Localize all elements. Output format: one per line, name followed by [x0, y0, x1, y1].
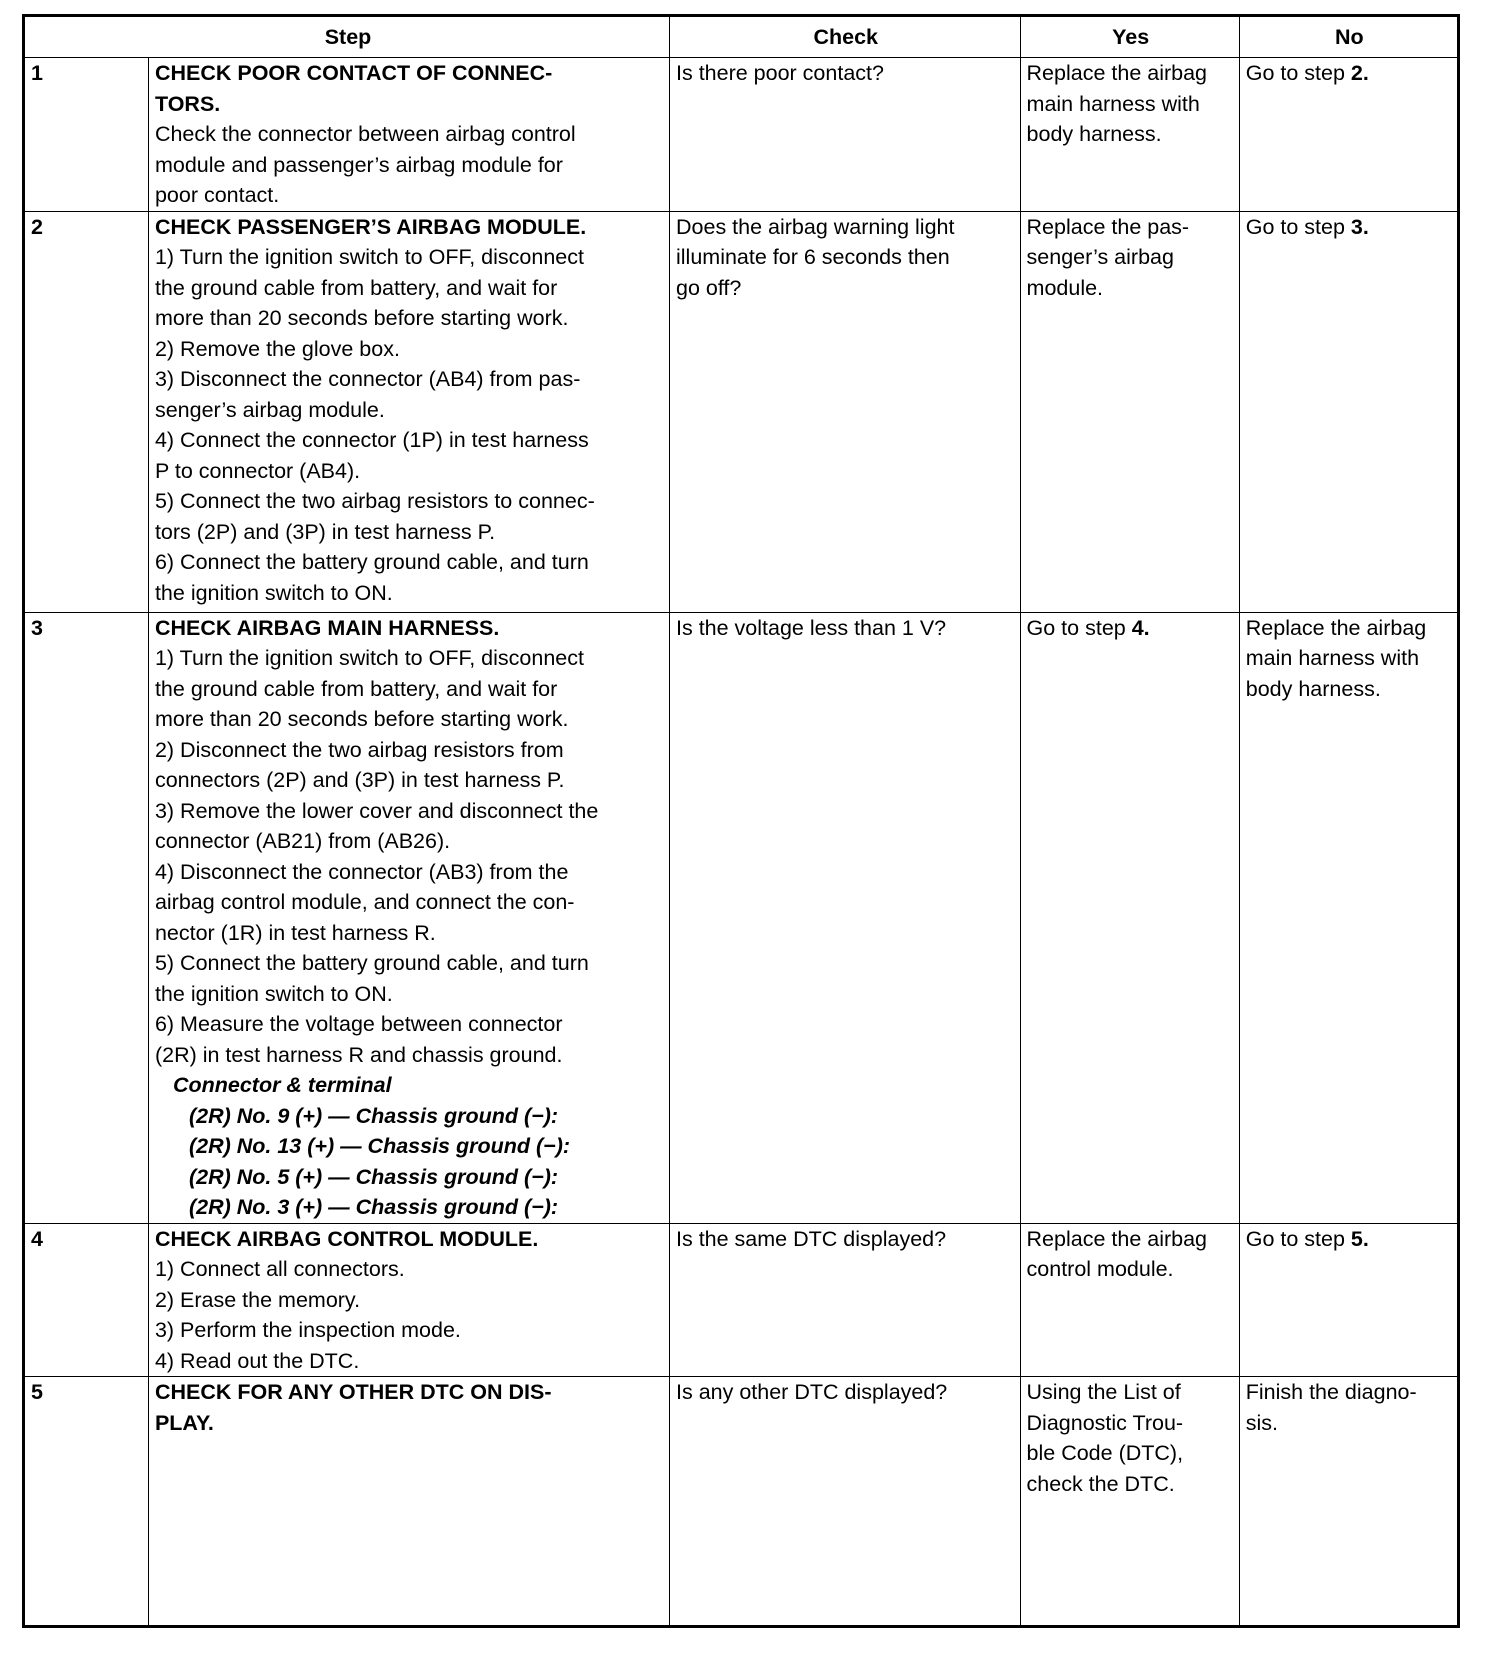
no-line: sis.: [1245, 1410, 1278, 1435]
step-title-line: CHECK AIRBAG MAIN HARNESS.: [154, 615, 500, 640]
step-body-line: connectors (2P) and (3P) in test harness P.: [154, 768, 565, 792]
step-body-line: tors (2P) and (3P) in test harness P.: [154, 519, 496, 544]
step-body-line: poor contact.: [154, 183, 280, 207]
connector-terminal-item: (2R) No. 5 (+) — Chassis ground (−):: [188, 1164, 559, 1189]
yes-line: module.: [1026, 275, 1104, 300]
table-row: [24, 1223, 1459, 1377]
connector-terminal-item: (2R) No. 13 (+) — Chassis ground (−):: [188, 1134, 571, 1158]
step-body-line: 3) Perform the inspection mode.: [154, 1318, 461, 1342]
step-number: 4: [24, 1223, 149, 1377]
yes-cell: [1020, 211, 1239, 612]
step-number: 5: [24, 1377, 149, 1627]
yes-cell: [1020, 1223, 1239, 1377]
step-body-line: 6) Connect the battery ground cable, and turn: [154, 550, 589, 574]
step-body-line: module and passenger’s airbag module for: [154, 152, 563, 177]
check-cell: [670, 1223, 1021, 1377]
no-step-ref: 5.: [1350, 1226, 1369, 1251]
step-description: [148, 1377, 669, 1627]
yes-line: body harness.: [1026, 122, 1162, 146]
no-text: Go to step: [1245, 61, 1351, 85]
no-step-ref: 2.: [1350, 61, 1369, 85]
no-cell: [1239, 58, 1458, 212]
step-body-line: 4) Connect the connector (1P) in test harness: [154, 428, 589, 452]
check-line: Is the voltage less than 1 V?: [676, 615, 947, 640]
yes-line: Replace the airbag: [1026, 61, 1208, 85]
table-row: [24, 211, 1459, 612]
yes-text: Go to step: [1026, 615, 1132, 640]
step-body-line: 1) Turn the ignition switch to OFF, disconnect: [154, 646, 584, 670]
connector-terminal-item: (2R) No. 3 (+) — Chassis ground (−):: [188, 1195, 559, 1219]
no-line: Replace the airbag: [1245, 615, 1427, 640]
step-body-line: connector (AB21) from (AB26).: [154, 829, 451, 853]
no-line: body harness.: [1245, 676, 1381, 701]
no-text: Go to step: [1245, 214, 1351, 239]
no-cell: [1239, 1377, 1458, 1627]
step-body-line: the ground cable from battery, and wait for: [154, 676, 558, 701]
check-line: go off?: [676, 275, 742, 300]
check-cell: [670, 58, 1021, 212]
step-body-line: P to connector (AB4).: [154, 458, 361, 483]
step-body-line: Check the connector between airbag control: [154, 122, 576, 146]
step-body-line: 4) Read out the DTC.: [154, 1348, 360, 1373]
step-body-line: 3) Remove the lower cover and disconnect the: [154, 798, 599, 823]
table-header-row: [24, 16, 1459, 58]
header-check: Check: [670, 16, 1021, 58]
check-cell: [670, 612, 1021, 1223]
step-body-line: the ground cable from battery, and wait for: [154, 275, 558, 300]
step-body-line: (2R) in test harness R and chassis ground.: [154, 1042, 563, 1067]
step-body-line: more than 20 seconds before starting work.: [154, 707, 569, 731]
yes-line: ble Code (DTC),: [1026, 1441, 1184, 1465]
step-title-line: CHECK AIRBAG CONTROL MODULE.: [154, 1226, 539, 1251]
step-body-line: 5) Connect the two airbag resistors to connec-: [154, 489, 595, 513]
header-step: Step: [24, 16, 670, 58]
yes-cell: [1020, 612, 1239, 1223]
yes-cell: [1020, 58, 1239, 212]
no-line: main harness with: [1245, 646, 1420, 670]
header-yes: Yes: [1020, 16, 1239, 58]
step-body-line: 3) Disconnect the connector (AB4) from pas-: [154, 367, 581, 391]
check-cell: [670, 1377, 1021, 1627]
step-body-line: the ignition switch to ON.: [154, 981, 393, 1006]
step-description: [148, 612, 669, 1223]
yes-line: senger’s airbag: [1026, 245, 1174, 269]
no-step-ref: 3.: [1350, 214, 1369, 239]
no-cell: [1239, 1223, 1458, 1377]
table-row: [24, 58, 1459, 212]
check-cell: [670, 211, 1021, 612]
step-body-line: the ignition switch to ON.: [154, 580, 393, 605]
step-description: [148, 58, 669, 212]
step-body-line: 6) Measure the voltage between connector: [154, 1012, 563, 1036]
step-number: 3: [24, 612, 149, 1223]
yes-line: main harness with: [1026, 91, 1200, 116]
header-no: No: [1239, 16, 1458, 58]
step-title-line: CHECK FOR ANY OTHER DTC ON DIS-: [154, 1380, 552, 1404]
step-title-line: CHECK POOR CONTACT OF CONNEC-: [154, 61, 553, 85]
check-line: Is there poor contact?: [676, 61, 884, 85]
connector-terminal-label: Connector & terminal: [172, 1073, 392, 1097]
connector-terminal-item: (2R) No. 9 (+) — Chassis ground (−):: [188, 1103, 559, 1128]
step-body-line: 4) Disconnect the connector (AB3) from the: [154, 859, 569, 884]
yes-cell: [1020, 1377, 1239, 1627]
check-line: illuminate for 6 seconds then: [676, 245, 950, 269]
step-description: [148, 1223, 669, 1377]
yes-line: Diagnostic Trou-: [1026, 1410, 1184, 1435]
step-title-line: PLAY.: [154, 1410, 214, 1435]
step-body-line: 1) Connect all connectors.: [154, 1257, 405, 1281]
step-body-line: more than 20 seconds before starting work.: [154, 306, 569, 330]
no-cell: [1239, 211, 1458, 612]
step-number: 1: [24, 58, 149, 212]
table-row: [24, 1377, 1459, 1627]
no-text: Go to step: [1245, 1226, 1351, 1251]
step-description: [148, 211, 669, 612]
step-body-line: 2) Remove the glove box.: [154, 336, 400, 361]
no-line: Finish the diagno-: [1245, 1380, 1417, 1404]
yes-line: Using the List of: [1026, 1380, 1181, 1404]
step-title-line: CHECK PASSENGER’S AIRBAG MODULE.: [154, 214, 587, 239]
step-title-line: TORS.: [154, 91, 221, 116]
check-line: Does the airbag warning light: [676, 214, 955, 239]
yes-line: control module.: [1026, 1257, 1174, 1281]
yes-line: Replace the airbag: [1026, 1226, 1208, 1251]
step-body-line: 2) Disconnect the two airbag resistors from: [154, 737, 564, 762]
check-line: Is any other DTC displayed?: [676, 1380, 948, 1404]
step-body-line: airbag control module, and connect the con-: [154, 890, 575, 914]
step-body-line: 2) Erase the memory.: [154, 1287, 361, 1312]
yes-line: check the DTC.: [1026, 1471, 1175, 1496]
table-row: [24, 612, 1459, 1223]
step-body-line: nector (1R) in test harness R.: [154, 920, 436, 945]
step-body-line: senger’s airbag module.: [154, 397, 385, 422]
step-body-line: 1) Turn the ignition switch to OFF, disconnect: [154, 245, 584, 269]
step-number: 2: [24, 211, 149, 612]
yes-line: Replace the pas-: [1026, 214, 1190, 239]
no-cell: [1239, 612, 1458, 1223]
check-line: Is the same DTC displayed?: [676, 1226, 947, 1251]
step-body-line: 5) Connect the battery ground cable, and turn: [154, 951, 589, 975]
yes-step-ref: 4.: [1131, 615, 1150, 640]
diagnostic-procedure-table: [22, 14, 1460, 1628]
